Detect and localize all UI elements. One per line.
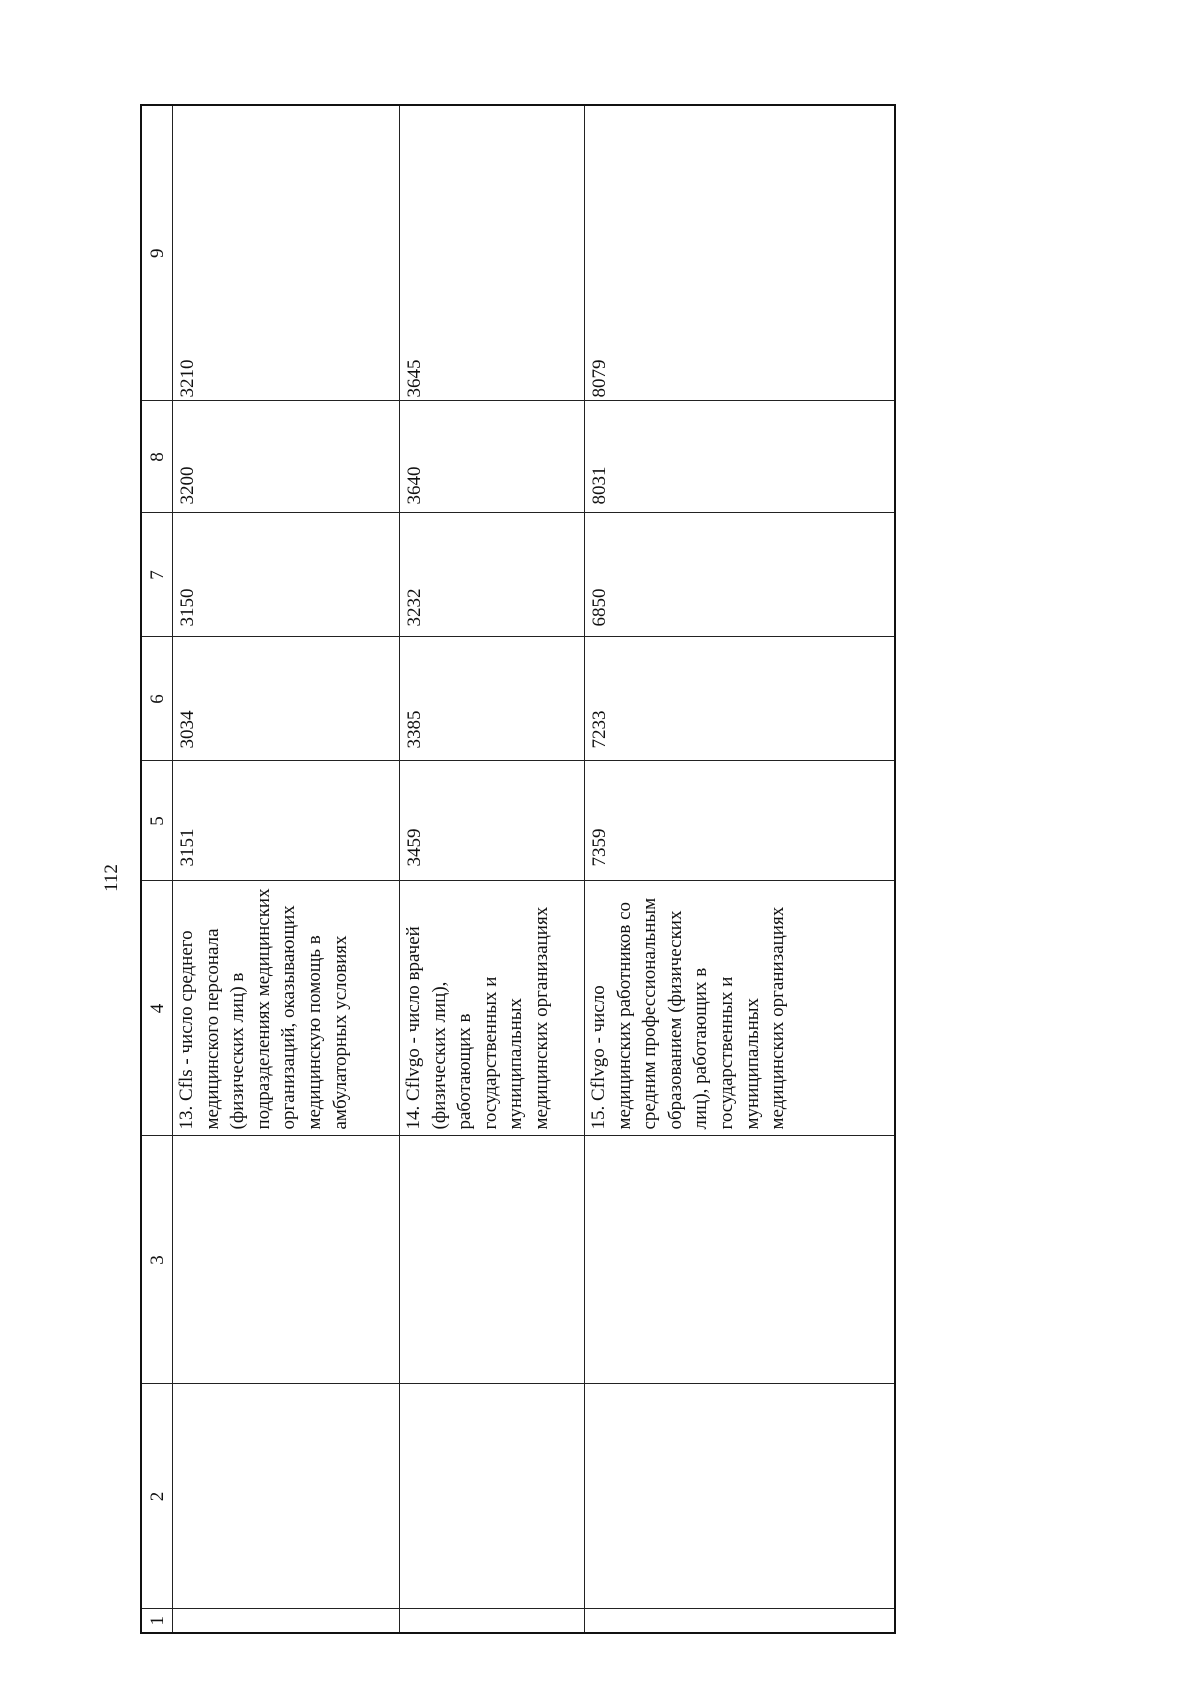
indicator-description: 14. Cflvgo - число врачей (физических лиц), работающих в государственных и муниципальных медицинских организациях	[400, 881, 585, 1136]
table-cell-col5: 3151	[173, 761, 400, 881]
table-cell-col6: 7233	[585, 637, 895, 761]
table-container	[140, 106, 892, 1634]
table-cell-col1	[400, 1609, 585, 1633]
column-header-1: 1	[141, 1609, 173, 1633]
table-cell-col9: 3210	[173, 105, 400, 401]
table-cell-col3	[585, 1136, 895, 1384]
column-header-6: 6	[141, 637, 173, 761]
table-row	[400, 105, 585, 1633]
table-cell-col3	[173, 1136, 400, 1384]
column-number-row	[141, 105, 173, 1633]
table-cell-col2	[173, 1384, 400, 1609]
table-cell-col2	[400, 1384, 585, 1609]
page-number: 112	[101, 864, 122, 892]
table-cell-col5: 7359	[585, 761, 895, 881]
column-header-9: 9	[141, 105, 173, 401]
indicator-description: 15. Cflvgo - число медицинских работников со средним профессиональным образованием (физических лиц), работающих в государственных и муниципальных медицинских организациях	[585, 881, 895, 1136]
table-cell-col6: 3034	[173, 637, 400, 761]
table-cell-col1	[585, 1609, 895, 1633]
table-cell-col6: 3385	[400, 637, 585, 761]
indicator-description: 13. Cfls - число среднего медицинского персонала (физических лиц) в подразделениях медицинских организаций, оказывающих медицинскую помощь в амбулаторных условиях	[173, 881, 400, 1136]
data-table	[140, 104, 896, 1634]
table-cell-col3	[400, 1136, 585, 1384]
table-cell-col8: 8031	[585, 401, 895, 513]
table-cell-col9: 8079	[585, 105, 895, 401]
column-header-8: 8	[141, 401, 173, 513]
column-header-3: 3	[141, 1136, 173, 1384]
table-cell-col7: 6850	[585, 513, 895, 637]
table-cell-col7: 3150	[173, 513, 400, 637]
column-header-4: 4	[141, 881, 173, 1136]
table-row	[173, 105, 400, 1633]
table-row	[585, 105, 895, 1633]
table-cell-col8: 3640	[400, 401, 585, 513]
column-header-5: 5	[141, 761, 173, 881]
table-cell-col7: 3232	[400, 513, 585, 637]
column-header-7: 7	[141, 513, 173, 637]
table-cell-col8: 3200	[173, 401, 400, 513]
table-cell-col9: 3645	[400, 105, 585, 401]
table-cell-col5: 3459	[400, 761, 585, 881]
table-cell-col1	[173, 1609, 400, 1633]
column-header-2: 2	[141, 1384, 173, 1609]
table-cell-col2	[585, 1384, 895, 1609]
